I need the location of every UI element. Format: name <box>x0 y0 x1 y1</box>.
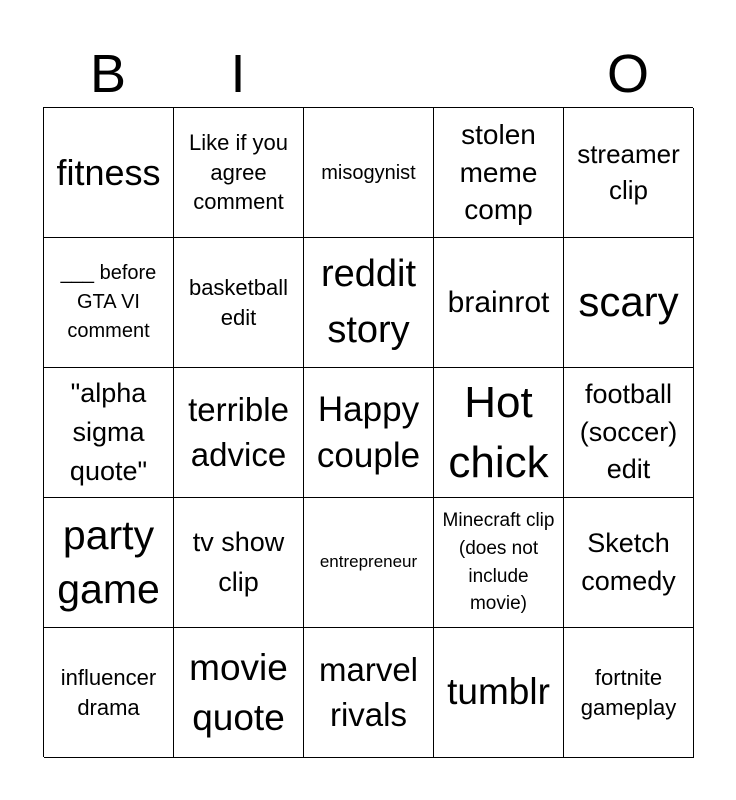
bingo-cell-text: basketball edit <box>188 274 289 330</box>
bingo-cell-text: stolen meme comp <box>459 118 538 226</box>
bingo-cell-text: entrepreneur <box>319 552 418 572</box>
bingo-cell-text: brainrot <box>447 285 550 319</box>
bingo-cell[interactable] <box>564 108 694 238</box>
bingo-cell[interactable] <box>304 498 434 628</box>
bingo-cell-text: Happy couple <box>316 390 421 475</box>
bingo-cell[interactable] <box>304 108 434 238</box>
bingo-cell[interactable] <box>434 628 564 758</box>
bingo-cell-text: tumblr <box>447 671 550 713</box>
bingo-cell[interactable] <box>174 238 304 368</box>
header-letter-4 <box>433 40 563 108</box>
bingo-cell-text: reddit story <box>320 253 417 351</box>
bingo-cell[interactable] <box>44 628 174 758</box>
bingo-cell[interactable] <box>44 368 174 498</box>
bingo-cell[interactable] <box>434 238 564 368</box>
header-letter-5: O <box>606 44 649 104</box>
bingo-cell-text: Sketch comedy <box>581 527 676 596</box>
bingo-board <box>43 107 693 757</box>
bingo-cell-text: misogynist <box>321 161 416 184</box>
bingo-cell[interactable] <box>434 108 564 238</box>
bingo-cell-text: football (soccer) edit <box>579 378 678 485</box>
bingo-cell[interactable] <box>174 108 304 238</box>
bingo-cell[interactable] <box>44 498 174 628</box>
bingo-cell-text: "alpha sigma quote" <box>69 377 148 487</box>
bingo-cell[interactable] <box>304 628 434 758</box>
bingo-cell[interactable] <box>564 238 694 368</box>
bingo-cell[interactable] <box>174 368 304 498</box>
bingo-cell-text: fitness <box>56 151 161 193</box>
bingo-cell[interactable] <box>564 628 694 758</box>
bingo-cell-text: party game <box>57 512 160 612</box>
header-letter-2: I <box>230 44 246 104</box>
bingo-cell[interactable] <box>304 368 434 498</box>
header-letter-3 <box>303 40 433 108</box>
bingo-cell-text: terrible advice <box>188 390 289 473</box>
bingo-cell[interactable] <box>44 238 174 368</box>
bingo-cell[interactable] <box>564 368 694 498</box>
bingo-cell-text: Hot chick <box>448 378 549 487</box>
bingo-cell-text: Minecraft clip (does not include movie) <box>442 510 555 615</box>
bingo-cell-text: ___ before GTA VI comment <box>60 262 157 342</box>
bingo-header <box>43 40 693 108</box>
bingo-cell-text: tv show clip <box>192 527 285 597</box>
bingo-cell[interactable] <box>434 368 564 498</box>
bingo-cell[interactable] <box>304 238 434 368</box>
bingo-cell-text: fortnite gameplay <box>580 664 677 720</box>
bingo-cell-text: Like if you agree comment <box>188 129 289 215</box>
bingo-cell-text: streamer clip <box>577 139 680 205</box>
bingo-cell[interactable] <box>44 108 174 238</box>
bingo-cell-text: scary <box>578 278 679 326</box>
bingo-cell[interactable] <box>434 498 564 628</box>
bingo-cell[interactable] <box>174 498 304 628</box>
bingo-cell-text: movie quote <box>189 646 288 738</box>
header-letter-1: B <box>89 44 127 104</box>
bingo-cell-text: marvel rivals <box>318 650 419 733</box>
bingo-cell-text: influencer drama <box>60 664 157 720</box>
bingo-cell[interactable] <box>174 628 304 758</box>
bingo-cell[interactable] <box>564 498 694 628</box>
